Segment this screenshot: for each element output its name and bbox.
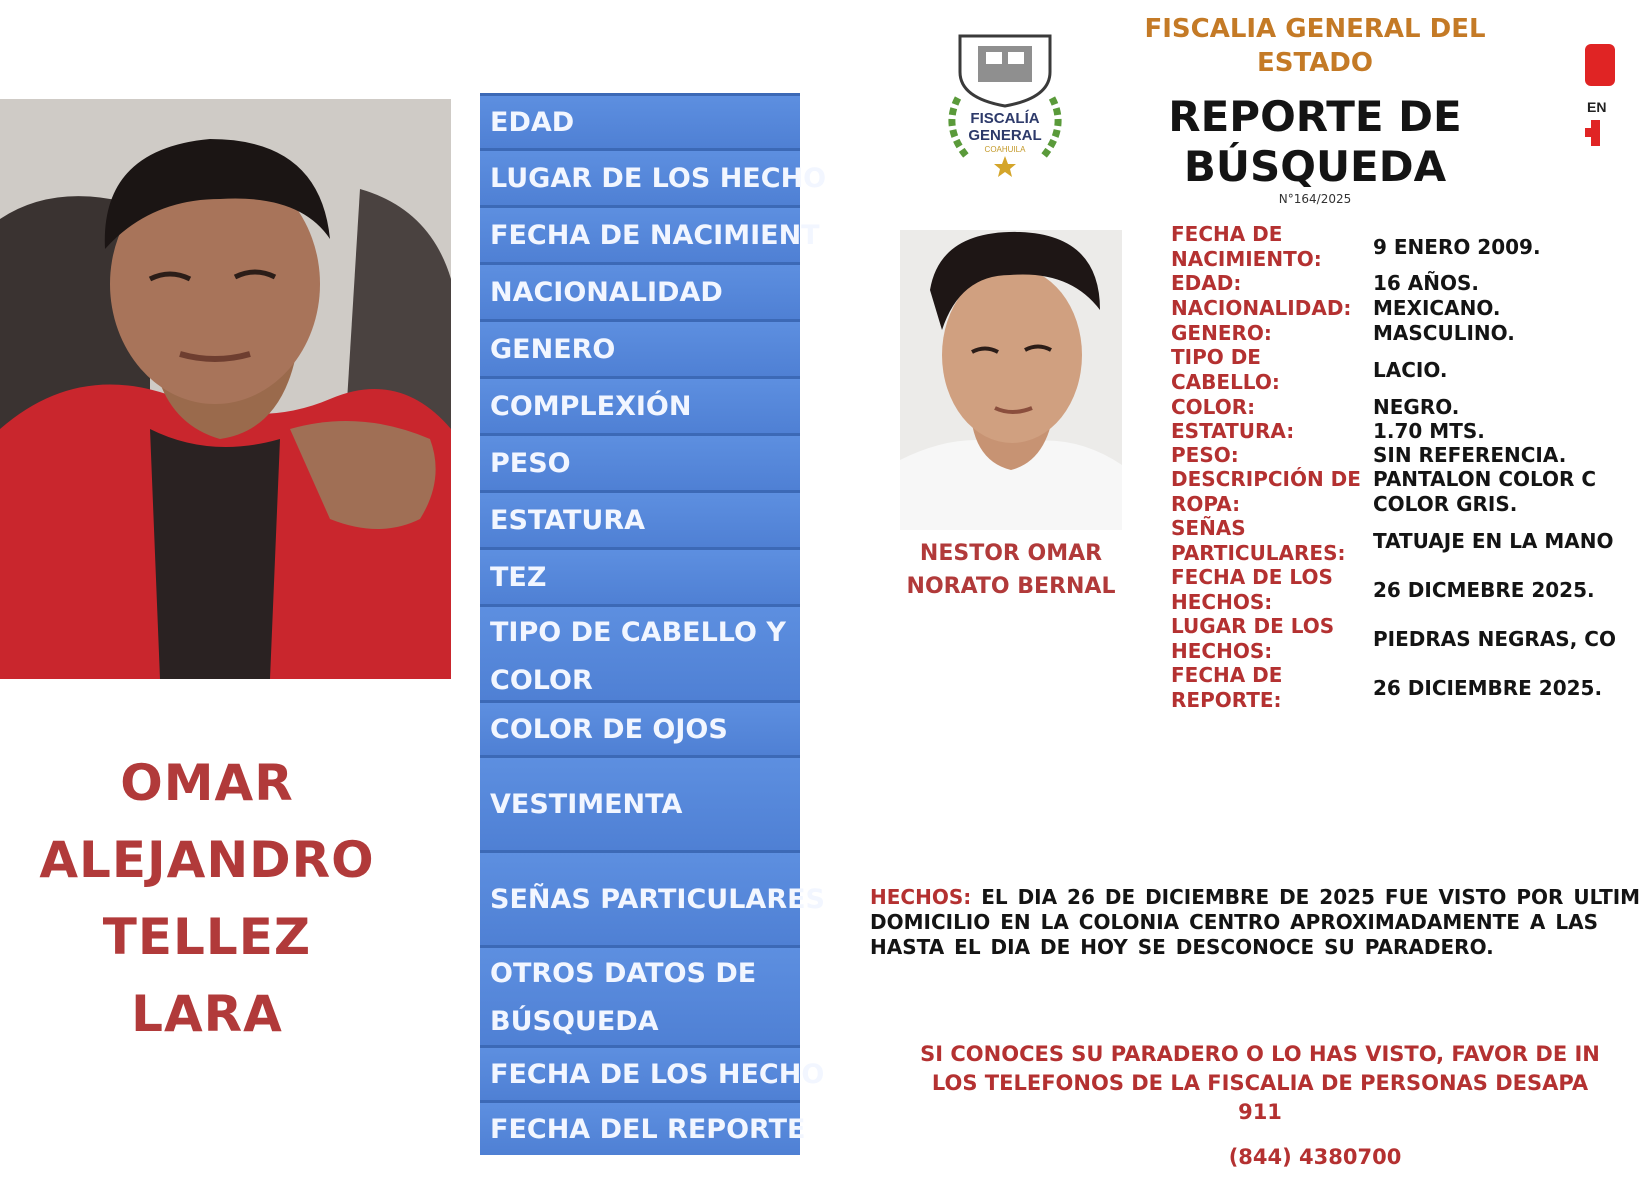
field-fecha-hechos: FECHA DE LOS HECHO bbox=[480, 1045, 800, 1100]
field-vestimenta: VESTIMENTA bbox=[480, 755, 800, 850]
value-senas-particulares: TATUAJE EN LA MANO bbox=[1373, 529, 1614, 553]
contact-callout bbox=[880, 1040, 1640, 1127]
field-lugar-hechos: LUGAR DE LOS HECHO bbox=[480, 148, 800, 205]
label-descripcion-ropa: DESCRIPCIÓN DE ROPA: bbox=[1171, 467, 1361, 516]
name2-line-1: NESTOR OMAR bbox=[919, 541, 1103, 566]
label-lugar-hechos: LUGAR DE LOS HECHOS: bbox=[1171, 614, 1335, 663]
name-line-4: LARA bbox=[131, 985, 283, 1043]
value-edad: 16 AÑOS. bbox=[1373, 271, 1480, 295]
field-fecha-reporte: FECHA DEL REPORTE bbox=[480, 1100, 800, 1155]
report-title bbox=[1150, 92, 1480, 192]
emergency-911-icon bbox=[1585, 40, 1607, 150]
missing-person-name-2 bbox=[900, 537, 1122, 603]
label-nacionalidad: NACIONALIDAD: bbox=[1171, 296, 1352, 320]
contact-phone: (844) 4380700 bbox=[1228, 1145, 1402, 1169]
report-title-line-1: REPORTE DE bbox=[1168, 92, 1462, 141]
name-line-1: OMAR bbox=[120, 754, 294, 812]
label-edad: EDAD: bbox=[1171, 271, 1242, 295]
field-peso: PESO bbox=[480, 433, 800, 490]
label-tipo-cabello: TIPO DE CABELLO: bbox=[1171, 345, 1280, 394]
label-color: COLOR: bbox=[1171, 395, 1256, 419]
missing-person-name bbox=[0, 745, 414, 1053]
name2-line-2: NORATO BERNAL bbox=[906, 574, 1116, 599]
field-estatura: ESTATURA bbox=[480, 490, 800, 547]
field-complexion: COMPLEXIÓN bbox=[480, 376, 800, 433]
field-nacionalidad: NACIONALIDAD bbox=[480, 262, 800, 319]
missing-person-photo bbox=[0, 99, 451, 679]
hechos-paragraph bbox=[870, 885, 1640, 960]
field-senas-particulares: SEÑAS PARTICULARES bbox=[480, 850, 800, 945]
emergency-logo-text: EN bbox=[1587, 99, 1607, 115]
seal-text-3: COAHUILA bbox=[984, 145, 1026, 154]
callout-line-1: SI CONOCES SU PARADERO O LO HAS VISTO, FAVOR DE IN bbox=[920, 1042, 1600, 1066]
value-lugar-hechos: PIEDRAS NEGRAS, CO bbox=[1373, 627, 1616, 651]
agency-title bbox=[1130, 12, 1500, 80]
value-peso: SIN REFERENCIA. bbox=[1373, 443, 1567, 467]
label-genero: GENERO: bbox=[1171, 321, 1272, 345]
emergency-logo bbox=[1585, 40, 1607, 150]
hechos-text-2: DOMICILIO EN LA COLONIA CENTRO APROXIMADAMENTE A LAS bbox=[870, 910, 1598, 934]
value-fecha-nacimiento: 9 ENERO 2009. bbox=[1373, 235, 1541, 259]
value-descripcion-ropa-2: COLOR GRIS. bbox=[1373, 492, 1518, 516]
agency-title-line-2: ESTADO bbox=[1256, 48, 1373, 78]
label-senas-particulares: SEÑAS PARTICULARES: bbox=[1171, 516, 1346, 565]
value-genero: MASCULINO. bbox=[1373, 321, 1515, 345]
value-color: NEGRO. bbox=[1373, 395, 1460, 419]
hechos-line-1 bbox=[870, 885, 1640, 910]
photo-illustration-2 bbox=[900, 230, 1122, 530]
photo-illustration bbox=[0, 99, 451, 679]
hechos-text-3: HASTA EL DIA DE HOY SE DESCONOCE SU PARADERO. bbox=[870, 935, 1494, 959]
value-fecha-reporte: 26 DICIEMBRE 2025. bbox=[1373, 676, 1603, 700]
field-otros-datos: OTROS DATOS DE BÚSQUEDA bbox=[480, 945, 800, 1045]
name-line-3: TELLEZ bbox=[102, 908, 312, 966]
value-tipo-cabello: LACIO. bbox=[1373, 358, 1448, 382]
name-line-2: ALEJANDRO bbox=[39, 831, 375, 889]
label-fecha-nacimiento: FECHA DE NACIMIENTO: bbox=[1171, 222, 1322, 271]
field-fecha-nacimiento: FECHA DE NACIMIENT bbox=[480, 205, 800, 262]
value-nacionalidad: MEXICANO. bbox=[1373, 296, 1501, 320]
report-number: N°164/2025 bbox=[1278, 192, 1352, 206]
hechos-label: HECHOS: bbox=[870, 885, 972, 909]
field-tipo-cabello: TIPO DE CABELLO Y COLOR bbox=[480, 604, 800, 700]
field-edad: EDAD bbox=[480, 93, 800, 148]
label-fecha-reporte: FECHA DE REPORTE: bbox=[1171, 663, 1283, 712]
agency-seal-logo bbox=[938, 28, 1072, 178]
field-genero: GENERO bbox=[480, 319, 800, 376]
seal-text-1: FISCALÍA bbox=[970, 110, 1040, 127]
report-title-line-2: BÚSQUEDA bbox=[1183, 142, 1447, 191]
hechos-text-1: EL DIA 26 DE DICIEMBRE DE 2025 FUE VISTO POR ULTIM bbox=[971, 885, 1640, 909]
seal-text-2: GENERAL bbox=[968, 127, 1042, 144]
value-descripcion-ropa: PANTALON COLOR C bbox=[1373, 467, 1597, 491]
label-fecha-hechos: FECHA DE LOS HECHOS: bbox=[1171, 565, 1333, 614]
field-tez: TEZ bbox=[480, 547, 800, 604]
agency-title-line-1: FISCALIA GENERAL DEL bbox=[1144, 14, 1486, 44]
value-fecha-hechos: 26 DICMEBRE 2025. bbox=[1373, 578, 1595, 602]
label-peso: PESO: bbox=[1171, 443, 1239, 467]
label-estatura: ESTATURA: bbox=[1171, 419, 1295, 443]
seal-icon bbox=[938, 28, 1072, 178]
callout-line-3: 911 bbox=[1238, 1100, 1282, 1124]
field-color-ojos: COLOR DE OJOS bbox=[480, 700, 800, 755]
value-estatura: 1.70 MTS. bbox=[1373, 419, 1485, 443]
missing-person-photo-2 bbox=[900, 230, 1122, 530]
callout-line-2: LOS TELEFONOS DE LA FISCALIA DE PERSONAS DESAPA bbox=[931, 1071, 1589, 1095]
